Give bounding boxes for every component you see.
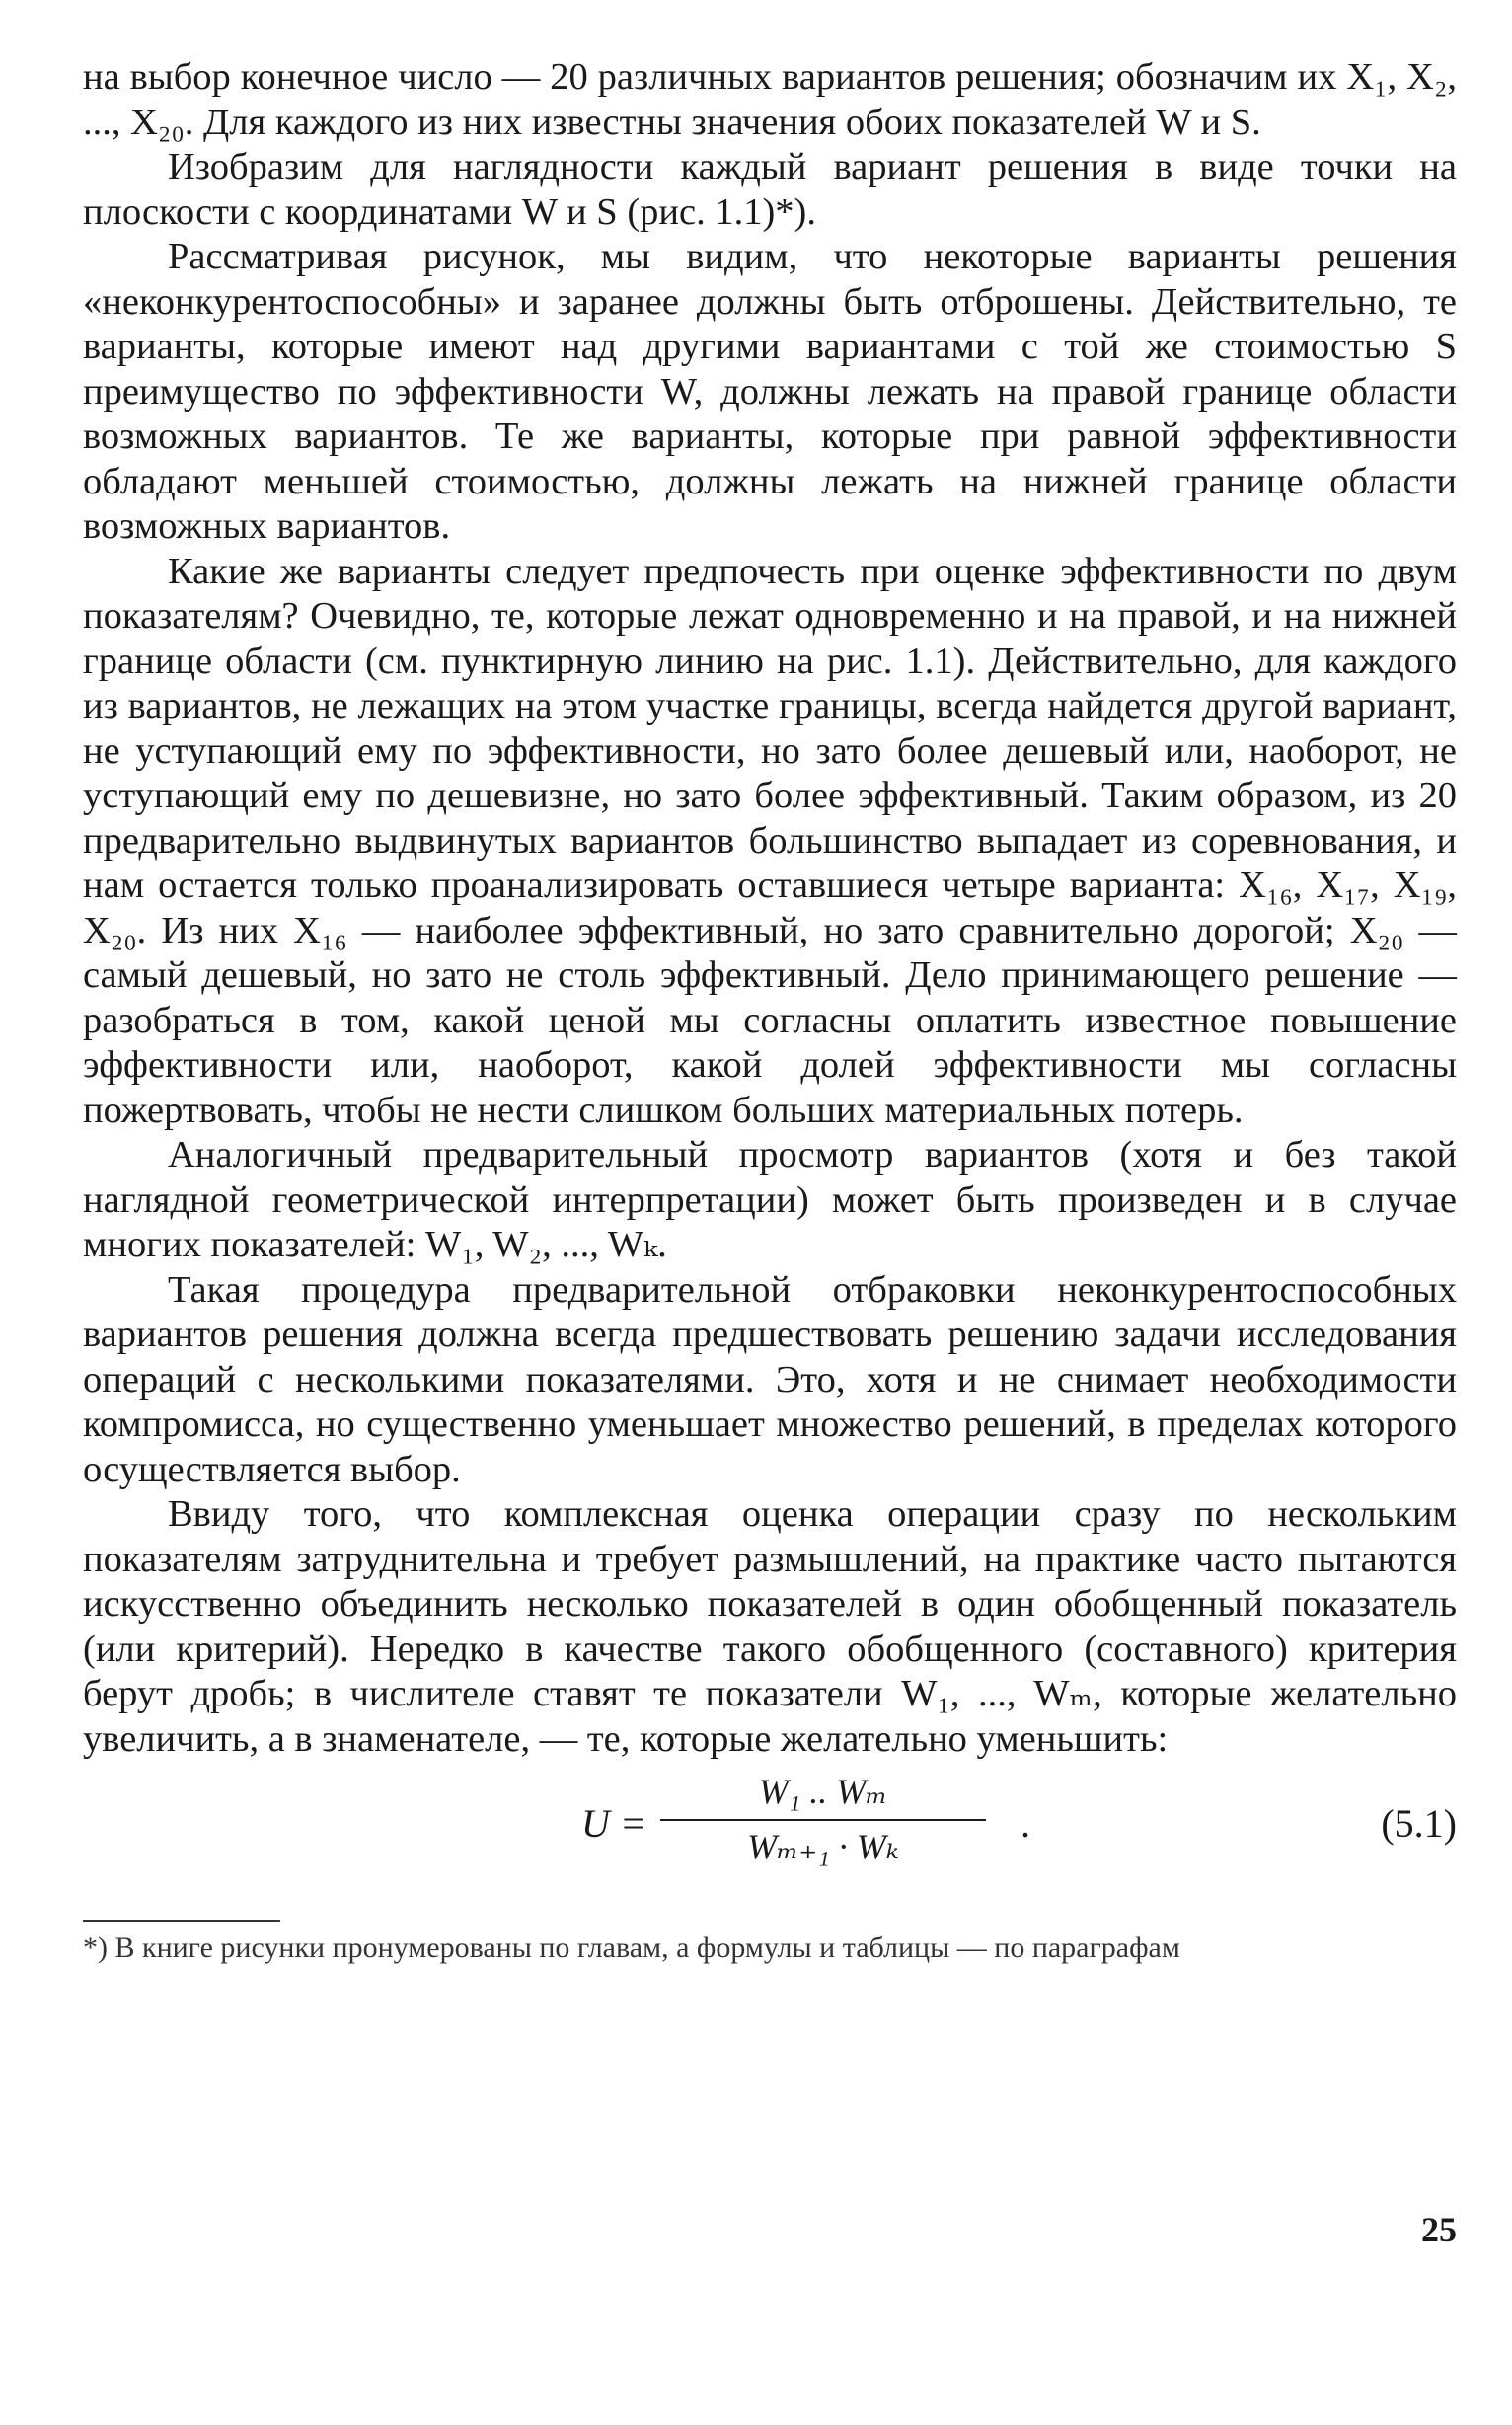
page-text (83, 55, 1457, 1967)
formula-numerator: W₁ .. Wₘ (758, 1772, 888, 1811)
formula-period: . (1021, 1801, 1030, 1846)
paragraph-2: Изобразим для наглядности каждый вариант решения в виде точки на плоскости с координатами W и S (рис. 1.1)*). (83, 146, 1457, 233)
paragraph-4: Какие же варианты следует предпочесть при оценке эффективности по двум показателям? Очевидно, те, которые лежат одновременно и на правой, и на нижней границе области (см. пунктирную линию на рис. 1.1). Действительно, для каждого из вариантов, не лежащих на этом участке границы, всегда найдется другой вариант, не уступающий ему по эффективности, но зато более дешевый или, наоборот, не уступающий ему по дешевизне, но зато более эффективный. Таким образом, из 20 предварительно выдвинутых вариантов большинство выпадает из соревнования, и нам остается только проанализировать оставшиеся четыре варианта: X₁₆, X₁₇, X₁₉, X₂₀. Из них X₁₆ — наиболее эффективный, но зато сравнительно дорогой; X₂₀ — самый дешевый, но зато не столь эффективный. Дело принимающего решение — разобраться в том, какой ценой мы согласны оплатить известное повышение эффективности или, наоборот, какой долей эффективности мы согласны пожертвовать, чтобы не нести слишком больших материальных потерь. (83, 550, 1457, 1131)
footnote-rule (83, 1920, 280, 1922)
formula-lhs: U = (581, 1801, 646, 1846)
formula-denominator: Wₘ₊₁ · Wₖ (747, 1827, 899, 1866)
paragraph-1: на выбор конечное число — 20 различных вариантов решения; обозначим их X₁, X₂, ..., X₂₀. Для каждого из них известны значения обоих показателей W и S. (83, 56, 1457, 143)
paragraph-3: Рассматривая рисунок, мы видим, что некоторые варианты решения «неконкурентоспособны» и заранее должны быть отброшены. Действительно, те варианты, которые имеют над другими вариантами с той же стоимостью S преимущество по эффективности W, должны лежать на правой границе области возможных вариантов. Те же варианты, которые при равной эффективности обладают меньшей стоимостью, должны лежать на нижней границе области возможных вариантов. (83, 236, 1457, 547)
paragraph-6: Такая процедура предварительной отбраковки неконкурентоспособных вариантов решения должна всегда предшествовать решению задачи исследования операций с несколькими показателями. Это, хотя и не снимает необходимости компромисса, но существенно уменьшает множество решений, в пределах которого осуществляется выбор. (83, 1268, 1457, 1490)
paragraph-5: Аналогичный предварительный просмотр вариантов (хотя и без такой наглядной геометрической интерпретации) может быть произведен и в случае многих показателей: W₁, W₂, ..., Wₖ. (83, 1134, 1457, 1265)
footnote: *) В книге рисунки пронумерованы по главам, а формулы и таблицы — по параграфам (83, 1932, 1180, 1964)
page-number: 25 (1421, 2210, 1457, 2249)
formula-number: (5.1) (1381, 1801, 1457, 1846)
formula-5-1 (83, 1766, 1457, 1914)
formula-fraction (660, 1766, 986, 1872)
paragraph-7: Ввиду того, что комплексная оценка операции сразу по нескольким показателям затруднительна и требует размышлений, на практике часто пытаются искусственно объединить несколько показателей в один обобщенный показатель (или критерий). Нередко в качестве такого обобщенного (составного) критерия берут дробь; в числителе ставят те показатели W₁, ..., Wₘ, которые желательно увеличить, а в знаменателе, — те, которые желательно уменьшить: (83, 1493, 1457, 1760)
